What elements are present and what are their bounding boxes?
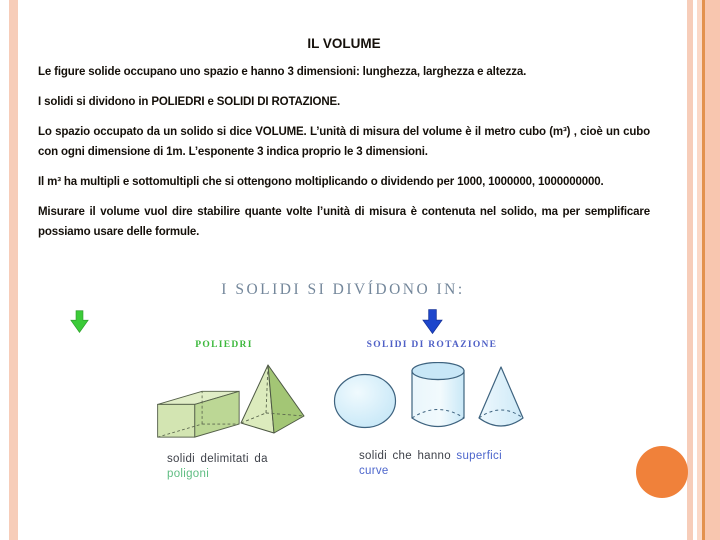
diagram-heading: I SOLIDI SI DIVÍDONO IN: [221,281,465,298]
right-border-stripe-wide [705,0,720,540]
down-arrow-blue-icon [422,309,443,335]
paragraph-5: Misurare il volume vuol dire stabilire quante volte l’unità di misura è contenuta nel solido, ma per semplificare possiamo usare delle formule. [38,206,650,238]
accent-circle [636,446,688,498]
solidi-di-rotazione-label: SOLIDI DI ROTAZIONE [366,340,498,350]
rotazione-caption-plain: solidi che hanno [359,450,451,462]
poliedri-label: POLIEDRI [195,340,253,350]
poliedri-caption-plain: solidi delimitati da [167,453,268,465]
rectangular-prism-shape [153,381,241,439]
paragraph-2: I solidi si dividono in POLIEDRI e SOLIDI DI ROTAZIONE. [38,96,341,108]
right-border-stripe-thin [687,0,693,540]
rotazione-caption [359,449,529,479]
cone-shape [476,365,526,429]
paragraph-4: Il m³ ha multipli e sottomultipli che si ottengono moltiplicando o dividendo per 1000, 1000000, 1000000000. [38,176,604,188]
slide-body [38,62,650,252]
down-arrow-green-icon [70,309,89,335]
left-border-stripe [9,0,18,540]
rotazione-caption-highlight: superfici curve [359,450,502,477]
page-title: IL VOLUME [307,36,381,51]
sphere-shape [333,373,397,429]
solids-classification-diagram [145,278,541,502]
poliedri-caption-highlight: poligoni [167,468,210,480]
paragraph-3: Lo spazio occupato da un solido si dice VOLUME. L’unità di misura del volume è il metro cubo (m³) , cioè un cubo con ogni dimensione di 1m. L’esponente 3 indica proprio le 3 dimensioni. [38,126,650,158]
pyramid-shape [238,363,306,435]
poliedri-caption [167,452,295,482]
paragraph-1: Le figure solide occupano uno spazio e hanno 3 dimensioni: lunghezza, larghezza e altezza. [38,66,527,78]
cylinder-shape [410,362,468,430]
